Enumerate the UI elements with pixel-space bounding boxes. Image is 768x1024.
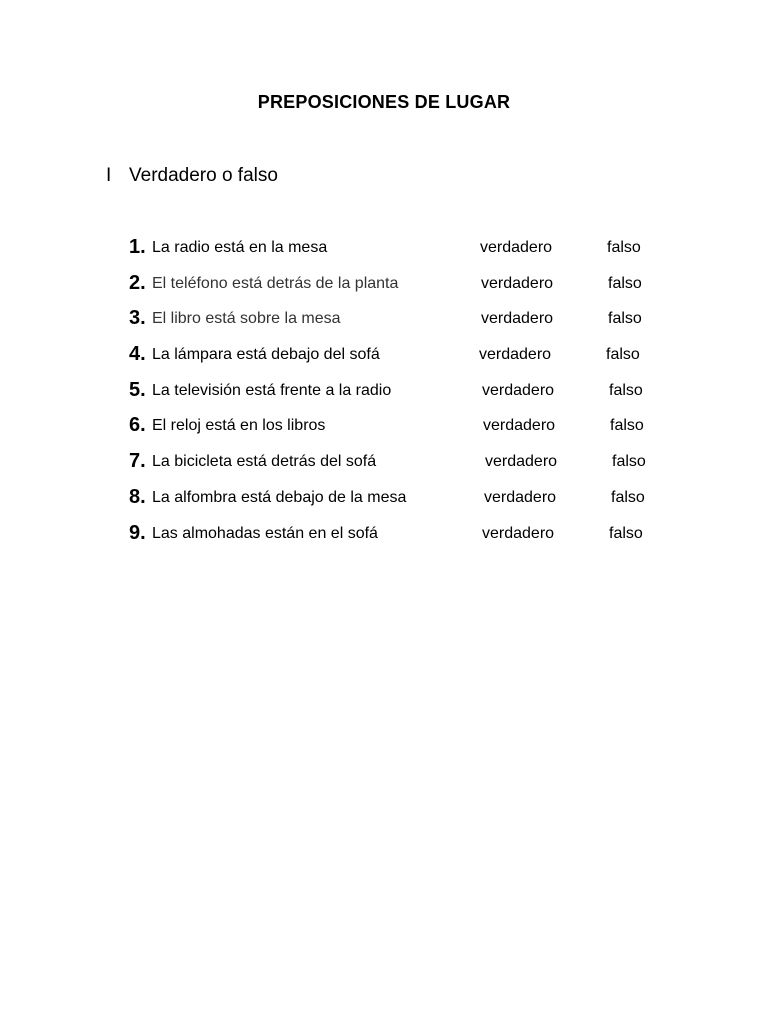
question-list	[129, 236, 689, 557]
question-number: 9.	[129, 521, 146, 544]
option-falso: falso	[609, 381, 643, 399]
option-verdadero: verdadero	[481, 274, 554, 292]
option-verdadero: verdadero	[483, 417, 556, 435]
question-number: 5.	[129, 378, 146, 401]
option-falso: falso	[607, 239, 641, 256]
question-number: 6.	[129, 414, 146, 437]
option-verdadero: verdadero	[481, 310, 554, 328]
question-number: 2.	[129, 271, 146, 294]
question-row	[129, 414, 689, 450]
option-verdadero: verdadero	[480, 239, 553, 256]
option-falso: falso	[608, 310, 642, 328]
option-verdadero: verdadero	[484, 488, 557, 506]
page-title: PREPOSICIONES DE LUGAR	[257, 92, 511, 112]
section-title: Verdadero o falso	[129, 165, 278, 186]
option-verdadero: verdadero	[485, 453, 558, 471]
question-row	[129, 236, 689, 272]
option-falso: falso	[611, 488, 645, 506]
question-text: Las almohadas están en el sofá	[152, 524, 378, 542]
option-verdadero: verdadero	[482, 524, 555, 542]
option-verdadero: verdadero	[482, 381, 555, 399]
option-verdadero: verdadero	[479, 346, 552, 364]
question-row	[129, 307, 689, 343]
question-text: La lámpara está debajo del sofá	[152, 346, 380, 364]
question-number: 4.	[129, 343, 146, 366]
question-number: 3.	[129, 307, 146, 330]
question-text: La radio está en la mesa	[152, 239, 328, 256]
question-row	[129, 272, 689, 308]
option-falso: falso	[610, 417, 644, 435]
question-text: La bicicleta está detrás del sofá	[152, 453, 377, 471]
question-row	[129, 486, 689, 522]
question-text: El reloj está en los libros	[152, 417, 326, 435]
question-number: 8.	[129, 485, 146, 508]
question-row	[129, 450, 689, 486]
question-number: 1.	[129, 236, 146, 258]
question-text: El libro está sobre la mesa	[152, 310, 341, 328]
question-text: La alfombra está debajo de la mesa	[152, 488, 407, 506]
option-falso: falso	[609, 524, 643, 542]
section-number: I	[106, 165, 112, 186]
section-heading	[106, 165, 278, 187]
option-falso: falso	[608, 274, 642, 292]
question-text: El teléfono está detrás de la planta	[152, 274, 399, 292]
option-falso: falso	[606, 346, 640, 364]
question-row	[129, 343, 689, 379]
question-row	[129, 379, 689, 415]
question-number: 7.	[129, 450, 146, 473]
option-falso: falso	[612, 453, 646, 471]
question-row	[129, 522, 689, 558]
question-text: La televisión está frente a la radio	[152, 381, 392, 399]
